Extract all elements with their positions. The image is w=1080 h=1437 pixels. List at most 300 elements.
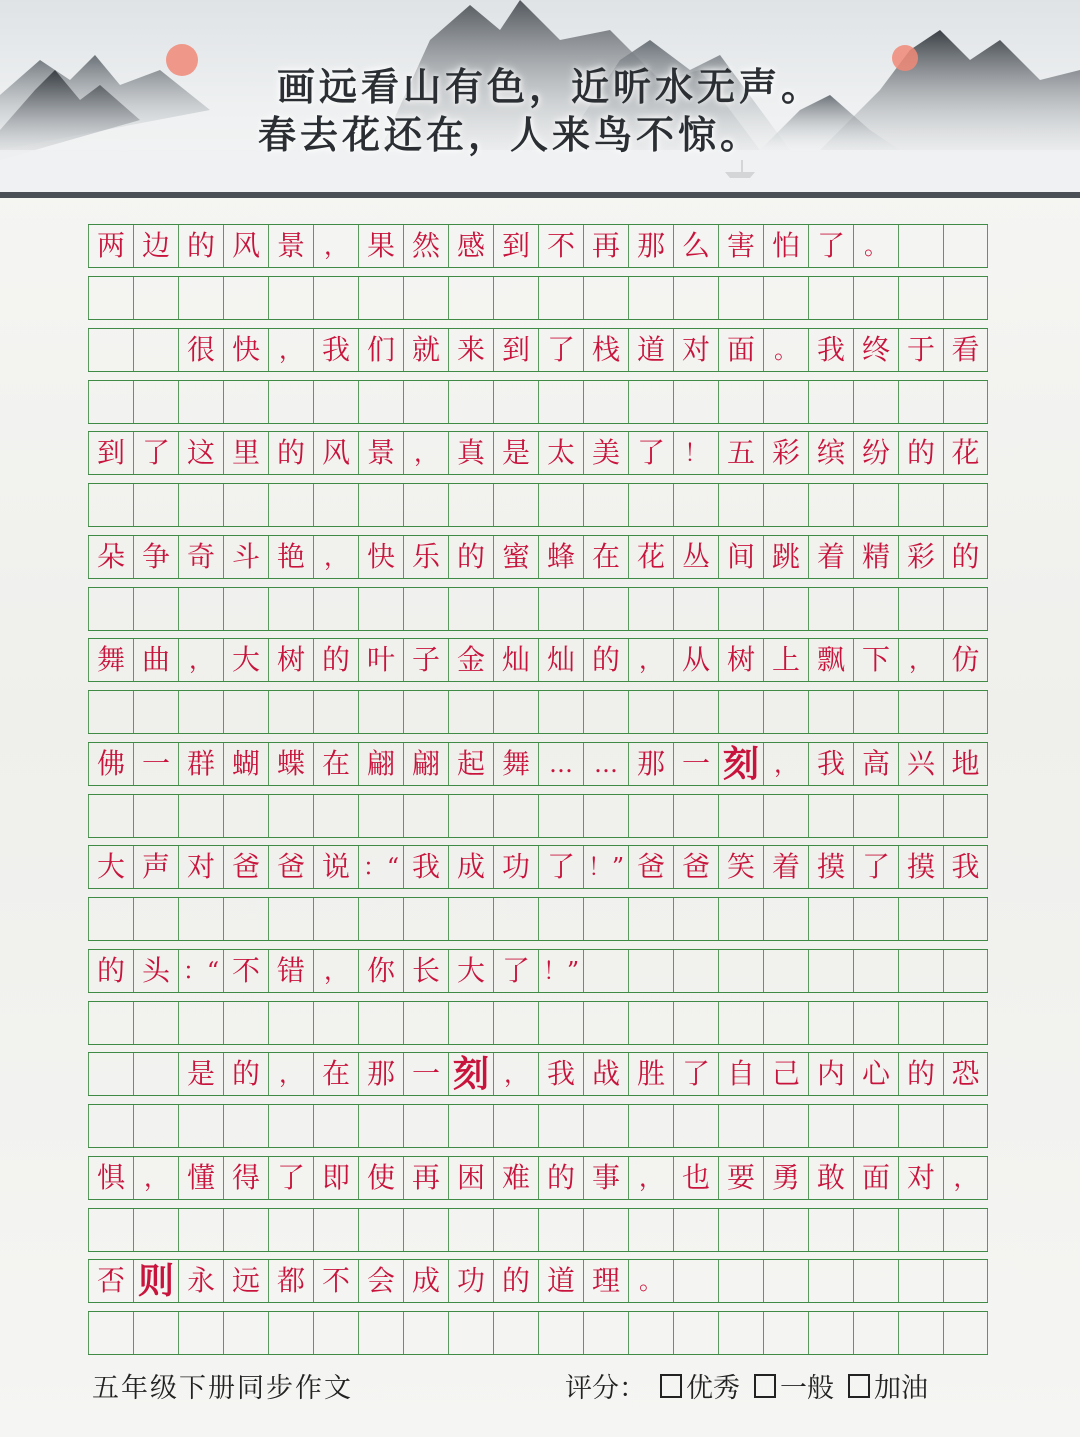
grid-cell: ， <box>628 639 673 681</box>
grid-cell: 着 <box>763 846 808 888</box>
grid-cell-empty <box>88 484 133 526</box>
grid-cell: 惧 <box>88 1157 133 1199</box>
grid-cell: 自 <box>718 1053 763 1095</box>
blank-row <box>88 483 988 527</box>
grid-cell: 对 <box>673 329 718 371</box>
grid-cell-empty <box>673 898 718 940</box>
grid-cell: 面 <box>853 1157 898 1199</box>
grid-cell-empty <box>448 1312 493 1354</box>
blank-row <box>88 380 988 424</box>
grid-cell-empty <box>88 1105 133 1147</box>
grid-cell: 奇 <box>178 536 223 578</box>
grid-cell: 敢 <box>808 1157 853 1199</box>
grid-cell: 说 <box>313 846 358 888</box>
grid-cell-empty <box>898 795 943 837</box>
grid-cell: 缤 <box>808 432 853 474</box>
grid-cell-empty <box>583 898 628 940</box>
grid-cell: 不 <box>313 1260 358 1302</box>
grid-cell-empty <box>178 691 223 733</box>
grid-cell-empty <box>313 1105 358 1147</box>
grid-cell-empty <box>358 898 403 940</box>
grid-cell: 的 <box>88 950 133 992</box>
grid-cell-empty <box>178 588 223 630</box>
grid-cell <box>898 225 943 267</box>
grid-cell-empty <box>673 691 718 733</box>
grid-cell: 理 <box>583 1260 628 1302</box>
writing-row <box>88 1156 988 1200</box>
grid-cell: 风 <box>223 225 268 267</box>
grid-cell: 道 <box>628 329 673 371</box>
grid-cell-empty <box>673 1002 718 1044</box>
grid-cell: 的 <box>898 1053 943 1095</box>
grid-cell-empty <box>268 277 313 319</box>
grid-cell-empty <box>808 795 853 837</box>
grid-cell: 我 <box>403 846 448 888</box>
grid-cell: 永 <box>178 1260 223 1302</box>
rating-option-average[interactable] <box>740 1366 834 1405</box>
grid-cell-empty <box>538 691 583 733</box>
grid-cell-empty <box>583 691 628 733</box>
grid-cell-empty <box>628 381 673 423</box>
grid-cell: ， <box>898 639 943 681</box>
grid-cell: 争 <box>133 536 178 578</box>
grid-cell <box>133 1053 178 1095</box>
grid-cell: 摸 <box>808 846 853 888</box>
grid-cell: 。 <box>763 329 808 371</box>
grid-cell-empty <box>403 898 448 940</box>
grid-cell: 然 <box>403 225 448 267</box>
grid-cell <box>673 950 718 992</box>
grid-cell-empty <box>853 795 898 837</box>
grid-cell-empty <box>853 1105 898 1147</box>
grid-cell: 花 <box>943 432 988 474</box>
grid-cell-empty <box>538 898 583 940</box>
grid-cell-empty <box>448 1105 493 1147</box>
grid-cell-empty <box>628 691 673 733</box>
grid-cell-empty <box>718 1209 763 1251</box>
grid-cell-empty <box>178 795 223 837</box>
grid-cell-empty <box>133 795 178 837</box>
grid-cell-empty <box>88 795 133 837</box>
grid-cell-empty <box>88 1312 133 1354</box>
grid-cell-empty <box>673 795 718 837</box>
grid-cell-empty <box>718 1312 763 1354</box>
grid-cell: 在 <box>313 1053 358 1095</box>
grid-cell-empty <box>268 484 313 526</box>
grid-cell: ， <box>268 329 313 371</box>
grid-cell: 精 <box>853 536 898 578</box>
grid-cell-empty <box>628 795 673 837</box>
grid-cell: 的 <box>448 536 493 578</box>
grid-cell: 真 <box>448 432 493 474</box>
grid-cell: 看 <box>943 329 988 371</box>
grid-cell-empty <box>313 1312 358 1354</box>
grid-cell: 否 <box>88 1260 133 1302</box>
grid-cell-empty <box>628 1105 673 1147</box>
grid-cell-empty <box>673 1105 718 1147</box>
grid-cell: ， <box>268 1053 313 1095</box>
grid-cell: 边 <box>133 225 178 267</box>
grid-cell: 爸 <box>223 846 268 888</box>
grid-cell: 翩 <box>358 743 403 785</box>
grid-cell: 了 <box>673 1053 718 1095</box>
grid-cell: 叶 <box>358 639 403 681</box>
grid-cell-empty <box>223 691 268 733</box>
grid-cell-empty <box>403 691 448 733</box>
grid-cell: 战 <box>583 1053 628 1095</box>
grid-cell-empty <box>358 484 403 526</box>
grid-cell-empty <box>88 691 133 733</box>
grid-cell-empty <box>493 898 538 940</box>
grid-cell: 内 <box>808 1053 853 1095</box>
grid-cell-empty <box>718 1105 763 1147</box>
grid-cell: 己 <box>763 1053 808 1095</box>
grid-cell: … <box>583 743 628 785</box>
checkbox-icon[interactable] <box>848 1374 870 1398</box>
grid-cell: 我 <box>313 329 358 371</box>
grid-cell <box>943 225 988 267</box>
grid-cell-empty <box>628 1002 673 1044</box>
grid-cell-empty <box>403 277 448 319</box>
grid-cell <box>88 329 133 371</box>
blank-row <box>88 1311 988 1355</box>
header-banner <box>0 0 1080 192</box>
row-pair <box>88 1259 988 1363</box>
grid-cell: 难 <box>493 1157 538 1199</box>
grid-cell-empty <box>718 588 763 630</box>
grid-cell-empty <box>358 1105 403 1147</box>
grid-cell <box>808 950 853 992</box>
grid-cell-empty <box>133 484 178 526</box>
row-pair <box>88 1156 988 1260</box>
row-pair <box>88 845 988 949</box>
row-pair <box>88 638 988 742</box>
row-pair <box>88 535 988 639</box>
grid-cell-empty <box>808 381 853 423</box>
grid-cell: 我 <box>808 329 853 371</box>
grid-cell: ：“ <box>358 846 403 888</box>
grid-cell-empty <box>313 277 358 319</box>
grid-cell-empty <box>718 484 763 526</box>
grid-cell-empty <box>673 484 718 526</box>
grid-cell-empty <box>313 1002 358 1044</box>
grid-cell-empty <box>313 484 358 526</box>
grid-cell: 乐 <box>403 536 448 578</box>
grid-cell-empty <box>133 1312 178 1354</box>
grid-cell <box>763 950 808 992</box>
grid-cell-empty <box>448 484 493 526</box>
grid-cell-empty <box>403 795 448 837</box>
grid-cell-empty <box>763 1312 808 1354</box>
grid-cell-empty <box>943 1312 988 1354</box>
grid-cell-empty <box>898 1209 943 1251</box>
grid-cell: 佛 <box>88 743 133 785</box>
grid-cell: 困 <box>448 1157 493 1199</box>
grid-cell: 对 <box>178 846 223 888</box>
rating-option-keep-going[interactable] <box>834 1366 928 1405</box>
grid-cell: 地 <box>943 743 988 785</box>
poem-line-1: 画远看山有色，近听水无声。 <box>276 64 823 109</box>
grid-cell: 的 <box>313 639 358 681</box>
grid-cell-empty <box>673 588 718 630</box>
grid-cell: 是 <box>178 1053 223 1095</box>
grid-cell: 风 <box>313 432 358 474</box>
grid-cell-empty <box>223 277 268 319</box>
grid-cell: 彩 <box>898 536 943 578</box>
grid-cell: 摸 <box>898 846 943 888</box>
grid-cell-empty <box>403 484 448 526</box>
grid-cell: 到 <box>493 329 538 371</box>
grid-cell: 兴 <box>898 743 943 785</box>
grid-cell-empty <box>853 1002 898 1044</box>
grid-cell-empty <box>493 381 538 423</box>
grid-cell-empty <box>538 588 583 630</box>
grid-cell: 两 <box>88 225 133 267</box>
grid-cell-empty <box>268 1105 313 1147</box>
grid-cell-empty <box>583 1312 628 1354</box>
grid-cell: 仿 <box>943 639 988 681</box>
row-pair <box>88 949 988 1053</box>
grid-cell-empty <box>268 588 313 630</box>
grid-cell: 头 <box>133 950 178 992</box>
grid-cell-empty <box>448 381 493 423</box>
grid-cell: 翩 <box>403 743 448 785</box>
grid-cell-empty <box>853 1312 898 1354</box>
grid-cell-empty <box>268 898 313 940</box>
grid-cell: 于 <box>898 329 943 371</box>
grid-cell: 灿 <box>493 639 538 681</box>
grid-cell-empty <box>133 1105 178 1147</box>
grid-cell: 会 <box>358 1260 403 1302</box>
grid-cell-empty <box>943 277 988 319</box>
grid-cell: 快 <box>358 536 403 578</box>
grid-cell: 大 <box>448 950 493 992</box>
grade-label: 五年级下册同步作文 <box>92 1373 353 1404</box>
grid-cell: 功 <box>448 1260 493 1302</box>
grid-cell: 使 <box>358 1157 403 1199</box>
grid-cell-empty <box>358 1209 403 1251</box>
grid-cell-empty <box>88 898 133 940</box>
writing-row <box>88 638 988 682</box>
checkbox-icon[interactable] <box>660 1374 682 1398</box>
grid-cell: 了 <box>268 1157 313 1199</box>
grid-cell: 即 <box>313 1157 358 1199</box>
grid-cell <box>583 950 628 992</box>
grid-cell: 的 <box>493 1260 538 1302</box>
grid-cell: ， <box>178 639 223 681</box>
grid-cell-empty <box>763 381 808 423</box>
writing-row <box>88 1259 988 1303</box>
grid-cell: 爸 <box>628 846 673 888</box>
grid-cell: 我 <box>943 846 988 888</box>
grid-cell-empty <box>898 1002 943 1044</box>
writing-row <box>88 845 988 889</box>
grid-cell: 一 <box>133 743 178 785</box>
grid-cell: 蝶 <box>268 743 313 785</box>
grid-cell-empty <box>403 1312 448 1354</box>
grid-cell-empty <box>808 898 853 940</box>
grid-cell: … <box>538 743 583 785</box>
grid-cell-empty <box>538 1312 583 1354</box>
grid-cell: 果 <box>358 225 403 267</box>
grid-cell: 都 <box>268 1260 313 1302</box>
grid-cell-empty <box>178 277 223 319</box>
grid-cell: 了 <box>628 432 673 474</box>
grid-cell: 跳 <box>763 536 808 578</box>
grid-cell-empty <box>178 1105 223 1147</box>
writing-row <box>88 949 988 993</box>
grid-cell-empty <box>583 795 628 837</box>
grid-cell-empty <box>538 381 583 423</box>
grid-cell-empty <box>268 1209 313 1251</box>
grid-cell: 灿 <box>538 639 583 681</box>
grid-cell: 舞 <box>493 743 538 785</box>
grid-cell-empty <box>943 588 988 630</box>
grid-cell-empty <box>898 1312 943 1354</box>
rating-option-excellent[interactable] <box>646 1366 740 1405</box>
grid-cell-empty <box>358 691 403 733</box>
grid-cell: 面 <box>718 329 763 371</box>
grid-cell-empty <box>898 898 943 940</box>
grid-cell-empty <box>448 1002 493 1044</box>
grid-cell-empty <box>943 691 988 733</box>
grid-cell-empty <box>583 277 628 319</box>
grid-cell-empty <box>493 1105 538 1147</box>
grid-cell-empty <box>538 1209 583 1251</box>
grid-cell-empty <box>133 1002 178 1044</box>
grid-cell: 金 <box>448 639 493 681</box>
grid-cell: 从 <box>673 639 718 681</box>
grid-cell-empty <box>808 1312 853 1354</box>
grid-cell-empty <box>493 1312 538 1354</box>
grid-cell-empty <box>223 795 268 837</box>
grid-cell: 爸 <box>673 846 718 888</box>
grid-cell: 胜 <box>628 1053 673 1095</box>
grid-cell: 的 <box>943 536 988 578</box>
grid-cell: 上 <box>763 639 808 681</box>
grid-cell-empty <box>133 898 178 940</box>
grid-cell: 五 <box>718 432 763 474</box>
row-pair <box>88 431 988 535</box>
grid-cell: ！” <box>538 950 583 992</box>
grid-cell: 那 <box>628 225 673 267</box>
grid-cell-empty <box>808 588 853 630</box>
grid-cell <box>628 950 673 992</box>
grid-cell: 丛 <box>673 536 718 578</box>
grid-cell: 的 <box>583 639 628 681</box>
grid-cell: 着 <box>808 536 853 578</box>
grid-cell <box>808 1260 853 1302</box>
grid-cell-empty <box>223 588 268 630</box>
grid-cell-empty <box>223 1105 268 1147</box>
grid-cell-empty <box>583 1209 628 1251</box>
grid-cell-empty <box>538 484 583 526</box>
grid-cell-empty <box>583 1002 628 1044</box>
grid-cell <box>943 950 988 992</box>
grid-cell: 得 <box>223 1157 268 1199</box>
grid-cell-empty <box>853 691 898 733</box>
grid-cell: 花 <box>628 536 673 578</box>
rating-section <box>565 1366 928 1405</box>
grid-cell-empty <box>673 1312 718 1354</box>
grid-cell-empty <box>808 484 853 526</box>
grid-cell: 在 <box>583 536 628 578</box>
grid-cell-empty <box>88 588 133 630</box>
grid-cell: 成 <box>448 846 493 888</box>
grid-cell: 了 <box>493 950 538 992</box>
grid-cell-empty <box>448 691 493 733</box>
grid-cell: ， <box>493 1053 538 1095</box>
grid-cell-empty <box>898 588 943 630</box>
composition-grid <box>88 224 988 1363</box>
grid-cell-empty <box>538 795 583 837</box>
grid-cell: 在 <box>313 743 358 785</box>
grid-cell: 。 <box>853 225 898 267</box>
grid-cell: 斗 <box>223 536 268 578</box>
poem-line-2: 春去花还在，人来鸟不惊。 <box>257 112 762 157</box>
grid-cell-empty <box>943 795 988 837</box>
grid-cell-empty <box>763 484 808 526</box>
grid-cell <box>853 1260 898 1302</box>
grid-cell-empty <box>808 691 853 733</box>
row-pair <box>88 328 988 432</box>
blank-row <box>88 690 988 734</box>
grid-cell: 栈 <box>583 329 628 371</box>
grid-cell: 恐 <box>943 1053 988 1095</box>
writing-row <box>88 535 988 579</box>
grid-cell-empty <box>133 691 178 733</box>
grid-cell-empty <box>403 588 448 630</box>
grid-cell-empty <box>493 1209 538 1251</box>
grid-cell: ：“ <box>178 950 223 992</box>
grid-cell: 你 <box>358 950 403 992</box>
grid-cell: 树 <box>718 639 763 681</box>
grid-cell: 也 <box>673 1157 718 1199</box>
grid-cell-empty <box>943 381 988 423</box>
grid-cell-empty <box>763 691 808 733</box>
writing-row <box>88 431 988 475</box>
grid-cell: ， <box>943 1157 988 1199</box>
grid-cell-empty <box>898 1105 943 1147</box>
grid-cell-empty <box>808 1209 853 1251</box>
grid-cell-empty <box>268 381 313 423</box>
grid-cell-empty <box>313 691 358 733</box>
grid-cell: 怕 <box>763 225 808 267</box>
grid-cell-empty <box>448 588 493 630</box>
grid-cell: 刻 <box>448 1053 493 1095</box>
grid-cell <box>943 1260 988 1302</box>
grid-cell: 我 <box>538 1053 583 1095</box>
blank-row <box>88 1208 988 1252</box>
grid-cell-empty <box>493 795 538 837</box>
grid-cell: 刻 <box>718 743 763 785</box>
grid-cell-empty <box>448 898 493 940</box>
grid-cell-empty <box>898 381 943 423</box>
grid-cell: 朵 <box>88 536 133 578</box>
writing-row <box>88 742 988 786</box>
grid-cell-empty <box>223 1209 268 1251</box>
grid-cell: ， <box>313 950 358 992</box>
grid-cell-empty <box>763 1002 808 1044</box>
grid-cell-empty <box>88 381 133 423</box>
grid-cell-empty <box>223 898 268 940</box>
grid-cell-empty <box>448 277 493 319</box>
grid-cell: 功 <box>493 846 538 888</box>
grid-cell: 勇 <box>763 1157 808 1199</box>
grid-cell-empty <box>853 484 898 526</box>
checkbox-icon[interactable] <box>754 1374 776 1398</box>
grid-cell-empty <box>268 691 313 733</box>
